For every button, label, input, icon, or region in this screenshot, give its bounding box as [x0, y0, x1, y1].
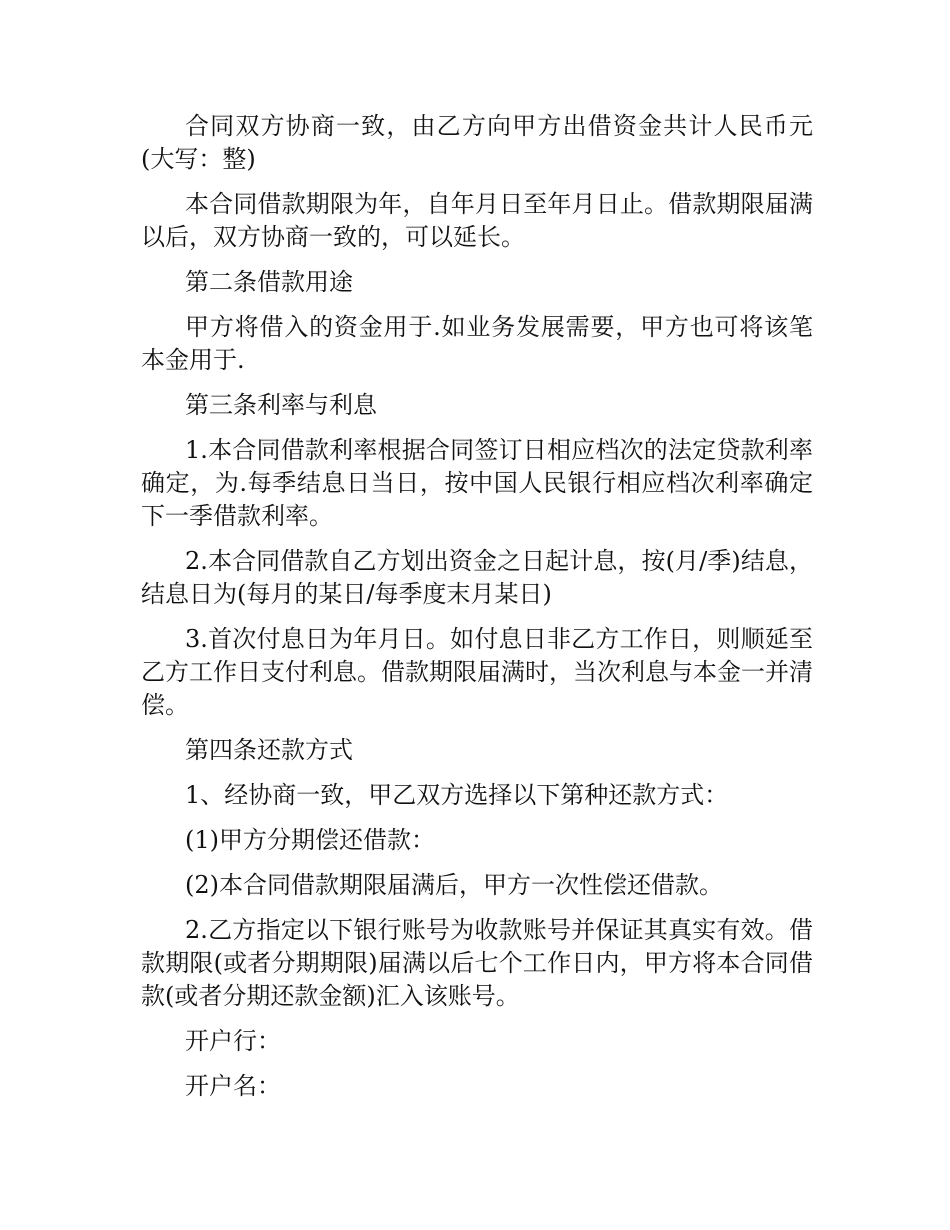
- paragraph-interest-settlement: 2.本合同借款自乙方划出资金之日起计息，按(月/季)结息，结息日为(每月的某日/每季度末月某日): [141, 547, 813, 608]
- section-heading-interest: 第三条利率与利息: [185, 391, 377, 419]
- paragraph-loan-amount: 合同双方协商一致，由乙方向甲方出借资金共计人民币元(大写：整): [141, 112, 813, 173]
- paragraph-option-installment: (1)甲方分期偿还借款：: [185, 826, 435, 854]
- section-heading-loan-purpose: 第二条借款用途: [185, 268, 353, 296]
- paragraph-repayment-choice: 1、经协商一致，甲乙双方选择以下第种还款方式：: [185, 781, 729, 809]
- paragraph-loan-term: 本合同借款期限为年，自年月日至年月日止。借款期限届满以后，双方协商一致的，可以延长。: [141, 190, 813, 251]
- document-body: [141, 110, 813, 1115]
- paragraph-option-lump-sum: (2)本合同借款期限届满后，甲方一次性偿还借款。: [185, 871, 723, 899]
- field-bank-name: 开户行：: [185, 1027, 281, 1055]
- field-account-name: 开户名：: [185, 1072, 281, 1100]
- section-heading-repayment: 第四条还款方式: [185, 736, 353, 764]
- paragraph-loan-purpose: 甲方将借入的资金用于.如业务发展需要，甲方也可将该笔本金用于.: [141, 313, 813, 374]
- paragraph-interest-rate: 1.本合同借款利率根据合同签订日相应档次的法定贷款利率确定，为.每季结息日当日，按中国人民银行相应档次利率确定下一季借款利率。: [141, 436, 813, 530]
- paragraph-first-payment: 3.首次付息日为年月日。如付息日非乙方工作日，则顺延至乙方工作日支付利息。借款期限届满时，当次利息与本金一并清偿。: [141, 625, 813, 719]
- paragraph-bank-account: 2.乙方指定以下银行账号为收款账号并保证其真实有效。借款期限(或者分期期限)届满以后七个工作日内，甲方将本合同借款(或者分期还款金额)汇入该账号。: [141, 916, 813, 1010]
